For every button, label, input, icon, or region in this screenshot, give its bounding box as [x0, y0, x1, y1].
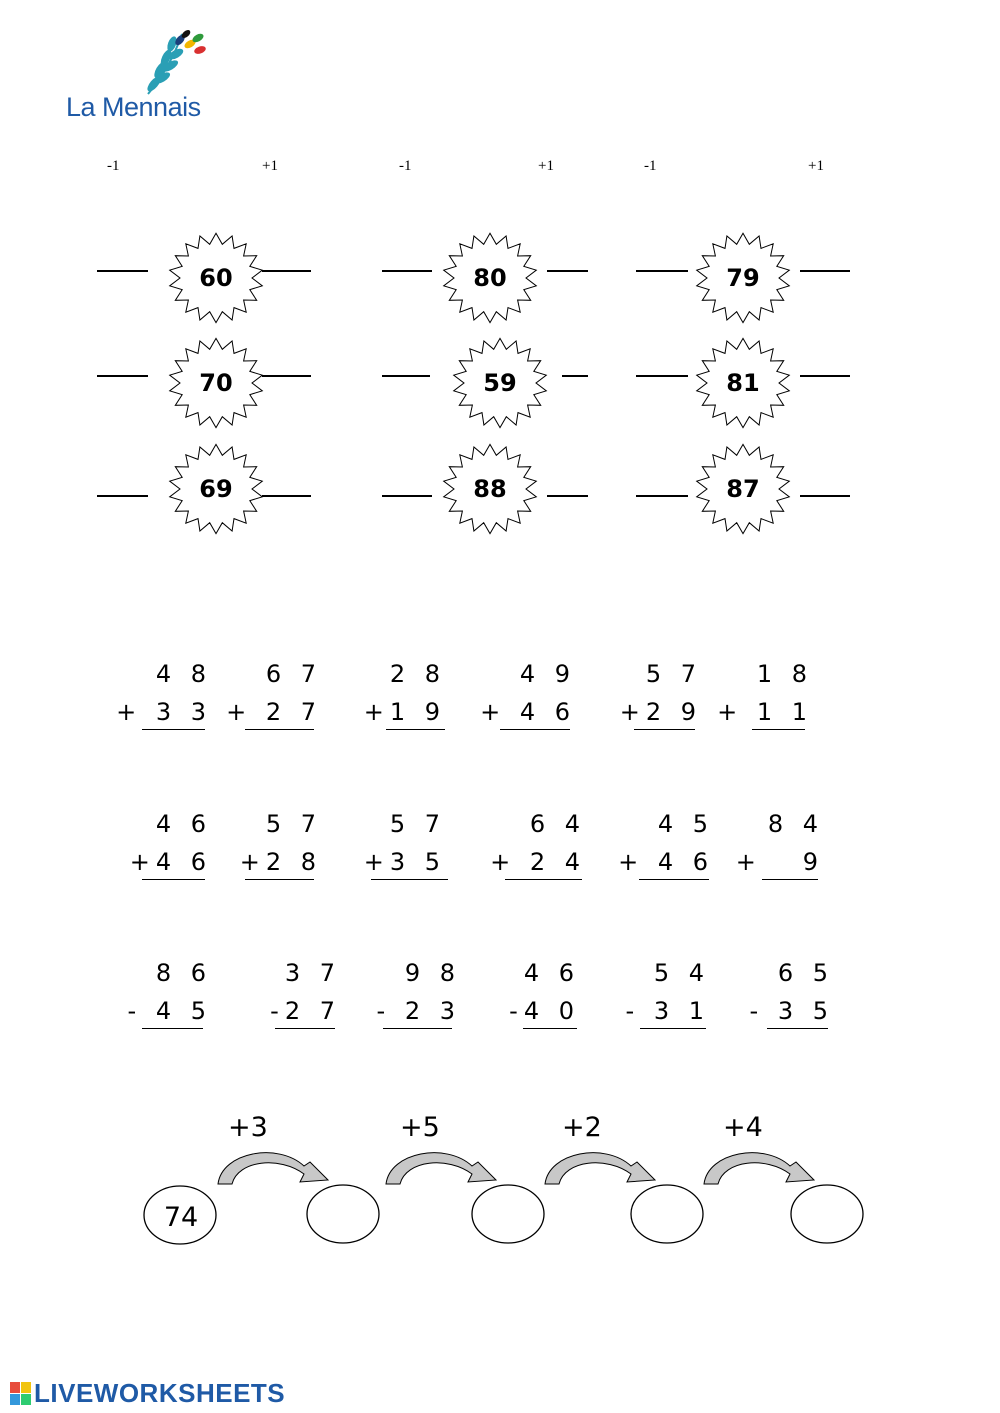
addition-problem-answer-line[interactable]	[752, 729, 805, 730]
star-number: 59	[483, 369, 517, 397]
addition-problem-answer-line[interactable]	[371, 879, 448, 880]
minus-one-answer-blank[interactable]	[636, 495, 688, 497]
plus-one-answer-blank[interactable]	[262, 270, 311, 272]
subtraction-problem-answer-line[interactable]	[275, 1028, 335, 1029]
addition-problem-top-number: 5 7	[265, 810, 322, 838]
number-chain	[0, 1090, 1000, 1250]
minus-one-answer-blank[interactable]	[382, 495, 432, 497]
addition-problem-top-number: 1 8	[756, 660, 813, 688]
chain-answer-oval[interactable]	[472, 1185, 544, 1243]
addition-problem-bottom-number: +2 9	[619, 698, 702, 726]
plus-one-answer-blank[interactable]	[800, 495, 850, 497]
star-number: 69	[199, 475, 233, 503]
curved-arrow-icon	[386, 1153, 496, 1184]
subtraction-problem-bottom-number: -2 7	[270, 997, 341, 1025]
subtraction-problem-bottom-number: -4 0	[509, 997, 580, 1025]
subtraction-problem-top-number: 5 4	[653, 959, 710, 987]
addition-problem-top-number: 4 5	[657, 810, 714, 838]
plus-one-answer-blank[interactable]	[262, 495, 311, 497]
minus-one-answer-blank[interactable]	[97, 270, 148, 272]
chain-step-label: +4	[723, 1112, 763, 1143]
chain-step-label: +3	[228, 1112, 268, 1143]
addition-problem-answer-line[interactable]	[386, 729, 445, 730]
addition-problem-bottom-number: + 4 6	[480, 698, 576, 726]
addition-problem-bottom-number: + 1 1	[717, 698, 813, 726]
minus-one-answer-blank[interactable]	[97, 495, 148, 497]
addition-problem-bottom-number: + 2 7	[226, 698, 322, 726]
subtraction-problem-answer-line[interactable]	[640, 1028, 706, 1029]
plus-one-label: +1	[538, 158, 554, 174]
plus-one-answer-blank[interactable]	[262, 375, 311, 377]
addition-problem-answer-line[interactable]	[762, 879, 818, 880]
star-number: 60	[199, 264, 233, 292]
chain-answer-oval[interactable]	[791, 1185, 863, 1243]
addition-problem-top-number: 2 8	[389, 660, 446, 688]
minus-one-answer-blank[interactable]	[382, 375, 430, 377]
subtraction-problem-top-number: 4 6	[523, 959, 580, 987]
neighbor-stars	[0, 0, 1000, 560]
subtraction-problem-bottom-number: - 2 3	[376, 997, 461, 1025]
chain-step-label: +5	[400, 1112, 440, 1143]
addition-problem-bottom-number: +1 9	[363, 698, 446, 726]
star-number: 70	[199, 369, 233, 397]
addition-problem-bottom-number: +4 6	[129, 848, 212, 876]
minus-one-answer-blank[interactable]	[636, 270, 688, 272]
addition-problem-answer-line[interactable]	[245, 879, 314, 880]
star-number: 79	[726, 264, 760, 292]
addition-problem-bottom-number: + 9	[735, 848, 824, 876]
subtraction-problem-top-number: 8 6	[155, 959, 212, 987]
liveworksheets-logo-icon	[10, 1382, 32, 1406]
addition-problem-answer-line[interactable]	[639, 879, 709, 880]
addition-problem-bottom-number: + 4 6	[618, 848, 714, 876]
footer-brand: LIVEWORKSHEETS	[34, 1378, 286, 1408]
curved-arrow-icon	[704, 1153, 814, 1184]
plus-one-answer-blank[interactable]	[800, 375, 850, 377]
plus-one-answer-blank[interactable]	[562, 375, 588, 377]
subtraction-problem-top-number: 6 5	[777, 959, 834, 987]
subtraction-problem-answer-line[interactable]	[383, 1028, 452, 1029]
plus-one-label: +1	[262, 158, 278, 174]
addition-problem-bottom-number: +3 5	[363, 848, 446, 876]
plus-one-answer-blank[interactable]	[547, 270, 588, 272]
addition-problem-answer-line[interactable]	[142, 879, 205, 880]
addition-problem-top-number: 6 7	[265, 660, 322, 688]
addition-problem-bottom-number: + 2 4	[490, 848, 586, 876]
addition-problem-top-number: 8 4	[767, 810, 824, 838]
star-number: 88	[473, 475, 507, 503]
subtraction-problem-answer-line[interactable]	[523, 1028, 577, 1029]
minus-one-label: -1	[107, 158, 120, 174]
curved-arrow-icon	[218, 1153, 328, 1184]
addition-problem-answer-line[interactable]	[505, 879, 582, 880]
subtraction-problem-bottom-number: - 4 5	[127, 997, 212, 1025]
chain-step-label: +2	[562, 1112, 602, 1143]
addition-problem-top-number: 4 9	[519, 660, 576, 688]
addition-problem-answer-line[interactable]	[500, 729, 570, 730]
subtraction-problem-top-number: 3 7	[284, 959, 341, 987]
logo-text: La Mennais	[66, 92, 201, 122]
curved-arrow-icon	[545, 1153, 655, 1184]
minus-one-answer-blank[interactable]	[382, 270, 432, 272]
chain-start-number: 74	[163, 1202, 199, 1233]
chain-answer-oval[interactable]	[631, 1185, 703, 1243]
plus-one-answer-blank[interactable]	[547, 495, 588, 497]
minus-one-answer-blank[interactable]	[636, 375, 688, 377]
subtraction-problem-bottom-number: - 3 1	[625, 997, 710, 1025]
minus-one-answer-blank[interactable]	[97, 375, 148, 377]
addition-problem-top-number: 4 6	[155, 810, 212, 838]
subtraction-problem-bottom-number: - 3 5	[749, 997, 834, 1025]
chain-answer-oval[interactable]	[307, 1185, 379, 1243]
addition-problem-top-number: 5 7	[645, 660, 702, 688]
star-number: 80	[473, 264, 507, 292]
liveworksheets-badge	[10, 1382, 32, 1410]
addition-problem-answer-line[interactable]	[634, 729, 695, 730]
minus-one-label: -1	[399, 158, 412, 174]
addition-problem-answer-line[interactable]	[245, 729, 314, 730]
subtraction-problem-answer-line[interactable]	[142, 1028, 203, 1029]
addition-problem-bottom-number: + 3 3	[116, 698, 212, 726]
minus-one-label: -1	[644, 158, 657, 174]
plus-one-answer-blank[interactable]	[800, 270, 850, 272]
addition-problem-top-number: 4 8	[155, 660, 212, 688]
addition-problem-bottom-number: +2 8	[239, 848, 322, 876]
star-number: 87	[726, 475, 760, 503]
subtraction-problem-top-number: 9 8	[404, 959, 461, 987]
plus-one-label: +1	[808, 158, 824, 174]
star-number: 81	[726, 369, 760, 397]
addition-problem-top-number: 5 7	[389, 810, 446, 838]
subtraction-problem-answer-line[interactable]	[767, 1028, 828, 1029]
addition-problem-top-number: 6 4	[529, 810, 586, 838]
addition-problem-answer-line[interactable]	[142, 729, 205, 730]
